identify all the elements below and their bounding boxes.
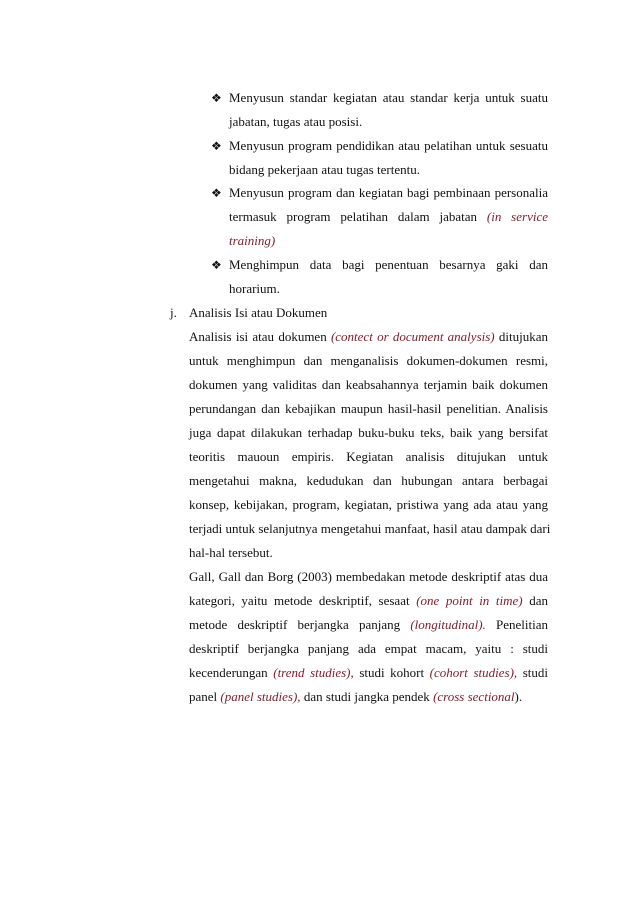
bullet-4-line-1: Menghimpun data bagi penentuan besarnya gaki dan [229,257,548,272]
italic-term: (one point in time) [416,593,523,608]
para1-line-6: teoritis mauoun empiris. Kegiatan analisis ditujukan untuk [189,449,548,464]
diamond-bullet-icon: ❖ [211,258,222,272]
para1-line-5: juga dapat dilakukan terhadap buku-buku teks, baik yang bersifat [189,425,548,440]
bullet-4-line-2: horarium. [229,281,280,296]
para1-line-2: untuk menghimpun dan menganalisis dokumen-dokumen resmi, [189,353,548,368]
text-run: ). [514,689,523,704]
section-marker: j. [170,305,177,320]
para2-line-2 [189,593,548,609]
text-run: Penelitian [485,617,548,632]
bullet-1-line-1: Menyusun standar kegiatan atau standar kerja untuk suatu [229,90,548,105]
bullet-1-line-2: jabatan, tugas atau posisi. [229,114,363,129]
section-heading: Analisis Isi atau Dokumen [189,305,328,320]
bullet-2-line-2: bidang pekerjaan atau tugas tertentu. [229,162,420,177]
para1-line-10: hal-hal tersebut. [189,545,273,560]
para1-line-9: terjadi untuk selanjutnya mengetahui manfaat, hasil atau dampak dari [189,521,551,536]
text-run: Analisis isi atau dokumen [189,329,331,344]
text-run: kategori, yaitu metode deskriptif, sesaat [189,593,417,608]
italic-term: (contect or document analysis) [330,329,495,344]
para1-line-4: perundangan dan kebajikan maupun hasil-hasil penelitian. Analisis [189,401,548,416]
bullet-3-line-2 [229,209,548,225]
text-run: kecenderungan [189,665,274,680]
para2-line-3 [189,617,548,633]
text-run: ditujukan [494,329,548,344]
italic-term: (panel studies), [220,689,301,704]
italic-term: (trend studies), [273,665,354,680]
bullet-3-line-1: Menyusun program dan kegiatan bagi pembinaan personalia [229,185,548,200]
text-run: metode deskriptif berjangka panjang [189,617,411,632]
italic-term: (cohort studies), [429,665,518,680]
diamond-bullet-icon: ❖ [211,91,222,105]
diamond-bullet-icon: ❖ [211,139,222,153]
italic-term: (in service [486,209,548,224]
para1-line-7: mengetahui makna, kedudukan dan hubungan antara berbagai [189,473,548,488]
italic-term: (cross sectional [433,689,515,704]
text-run: termasuk program pelatihan dalam jabatan [229,209,487,224]
para2-line-5 [189,665,548,681]
italic-term: training) [229,233,276,248]
bullet-3-line-3 [229,233,548,249]
text-run: studi kohort [353,665,430,680]
para2-line-6 [189,689,548,705]
italic-term: (longitudinal). [410,617,486,632]
text-run: studi [517,665,548,680]
para1-line-1 [189,329,548,345]
para2-line-4: deskriptif berjangka panjang ada empat macam, yaitu : studi [189,641,548,656]
para2-line-1: Gall, Gall dan Borg (2003) membedakan metode deskriptif atas dua [189,569,548,584]
diamond-bullet-icon: ❖ [211,186,222,200]
text-run: dan [522,593,548,608]
para1-line-3: dokumen yang validitas dan keabsahannya terjamin baik dokumen [189,377,548,392]
text-run: panel [189,689,221,704]
bullet-2-line-1: Menyusun program pendidikan atau pelatihan untuk sesuatu [229,138,548,153]
text-run: dan studi jangka pendek [300,689,434,704]
para1-line-8: konsep, kebijakan, program, kegiatan, pristiwa yang ada atau yang [189,497,548,512]
